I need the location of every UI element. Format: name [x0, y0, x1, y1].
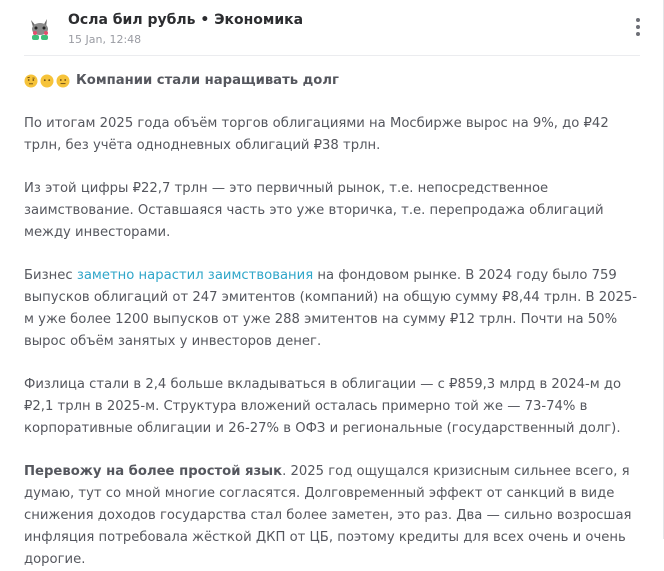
paragraph-1: По итогам 2025 года объём торгов облигациями на Мосбирже вырос на 9%, до ₽42 трлн, без учёта однодневных облигаций ₽38 трлн. — [24, 116, 609, 153]
paragraph-3-start: Бизнес — [24, 268, 77, 283]
post-header — [24, 10, 640, 56]
paragraph-2: Из этой цифры ₽22,7 трлн — это первичный рынок, т.е. непосредственное заимствование. Оставшаяся часть это уже вторичка, т.е. перепродажа облигаций между инвесторами. — [24, 181, 604, 240]
channel-avatar[interactable] — [24, 14, 56, 46]
paragraph-4: Физлица стали в 2,4 больше вкладываться в облигации — с ₽859,3 млрд в 2024-м до ₽2,1 трлн в 2025-м. Структура вложений осталась примерно той же — 73-74% в корпоративные облигации и 26-27% в ОФЗ и региональные (государственный долг). — [24, 377, 622, 436]
paragraph-3-end: на фондовом рынке. В 2024 году было 759 выпусков облигаций от 247 эмитентов (компаний) на общую сумму ₽8,44 трлн. В 2025-м уже более 1200 выпусков от уже 288 эмитентов на сумму ₽12 трлн. Почти на 50% вырос объём занятых у инвесторов денег. — [24, 268, 638, 349]
raised-eyebrow-emoji-icon — [24, 74, 38, 88]
paragraph-5-lead: Перевожу на более простой язык — [24, 464, 283, 479]
post-title — [24, 70, 638, 92]
neutral-face-emoji-icon — [56, 74, 70, 88]
paragraph-3 — [24, 265, 638, 353]
post-date: 15 Jan, 12:48 — [68, 33, 142, 46]
channel-name[interactable]: Осла бил рубль • Экономика — [68, 12, 304, 28]
no-mouth-emoji-icon — [40, 74, 54, 88]
post-title-text: Компании стали наращивать долг — [76, 73, 339, 88]
paragraph-5-rest: . 2025 год ощущался кризисным сильнее всего, я думаю, тут со мной многие согласятся. Долговременный эффект от санкций в виде снижения доходов государства стал более заметен, это раз. Два — сильно возросшая инфляция потребовала жёсткой ДКП от ЦБ, поэтому кредиты для всех очень и очень дорогие. — [24, 464, 632, 567]
more-options-icon[interactable] — [635, 18, 641, 36]
paragraph-5 — [24, 461, 638, 571]
borrowing-link[interactable]: заметно нарастил заимствования — [76, 268, 314, 283]
post-body — [24, 70, 638, 571]
